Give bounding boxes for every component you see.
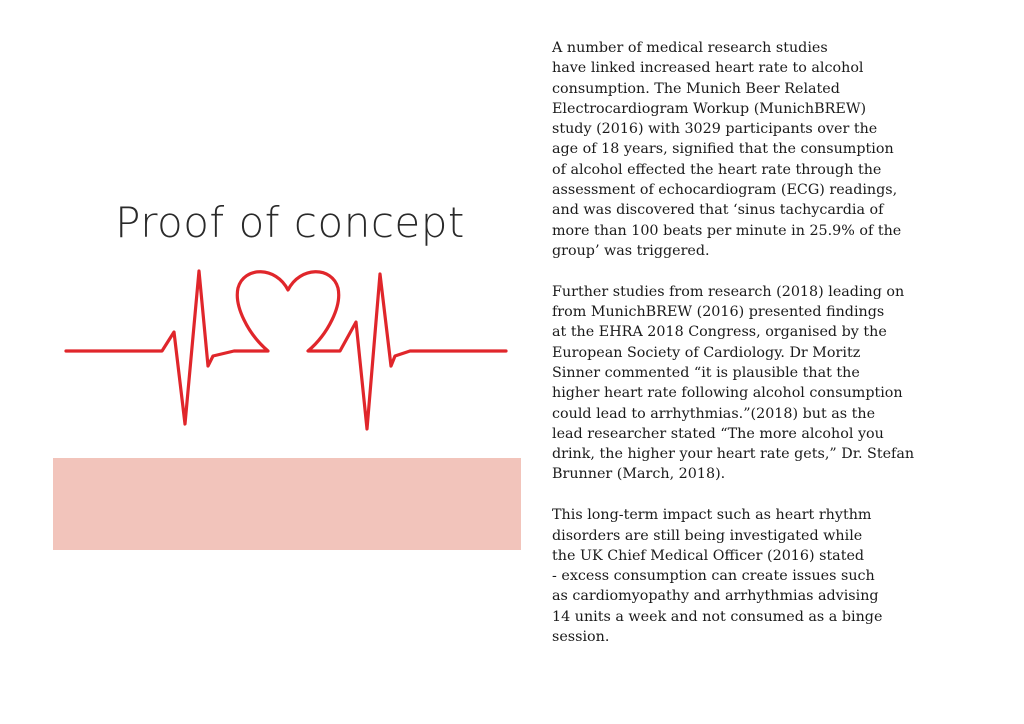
text-line: drink, the higher your heart rate gets,” Dr. Stefan xyxy=(552,446,915,463)
text-line: of alcohol effected the heart rate through the xyxy=(552,161,882,178)
page-title: Proof of concept xyxy=(115,198,465,248)
text-line: Electrocardiogram Workup (MunichBREW) xyxy=(552,100,867,117)
text-line: Further studies from research (2018) leading on xyxy=(552,283,905,300)
paragraph-1 xyxy=(552,38,932,261)
text-line: This long-term impact such as heart rhythm xyxy=(552,507,872,524)
text-line: more than 100 beats per minute in 25.9% of the xyxy=(552,222,902,239)
highlight-rect xyxy=(53,458,521,550)
text-line: at the EHRA 2018 Congress, organised by the xyxy=(552,324,887,341)
text-line: have linked increased heart rate to alcohol xyxy=(552,60,864,77)
text-line: session. xyxy=(552,629,610,646)
text-line: 14 units a week and not consumed as a binge xyxy=(552,608,883,625)
text-line: age of 18 years, signified that the consumption xyxy=(552,141,894,158)
text-line: group’ was triggered. xyxy=(552,242,710,259)
text-line: from MunichBREW (2016) presented findings xyxy=(552,304,885,321)
body-text xyxy=(552,38,932,668)
text-line: as cardiomyopathy and arrhythmias advising xyxy=(552,588,879,605)
text-line: disorders are still being investigated while xyxy=(552,527,863,544)
highlight-block xyxy=(53,458,521,550)
text-line: Sinner commented “it is plausible that the xyxy=(552,364,860,381)
text-line: consumption. The Munich Beer Related xyxy=(552,80,840,97)
text-line: the UK Chief Medical Officer (2016) stated xyxy=(552,547,865,564)
text-line: Brunner (March, 2018). xyxy=(552,466,726,483)
paragraph-3 xyxy=(552,505,932,647)
ecg-heart-line xyxy=(66,271,506,429)
text-line: study (2016) with 3029 participants over the xyxy=(552,121,878,138)
text-line: assessment of echocardiogram (ECG) readings, xyxy=(552,182,898,199)
heartbeat-line-icon xyxy=(60,262,512,434)
text-line: A number of medical research studies xyxy=(552,40,828,56)
text-line: European Society of Cardiology. Dr Moritz xyxy=(552,344,861,361)
text-line: higher heart rate following alcohol consumption xyxy=(552,385,903,402)
text-line: - excess consumption can create issues such xyxy=(552,568,875,585)
text-line: could lead to arrhythmias.”(2018) but as the xyxy=(552,405,876,422)
text-line: and was discovered that ‘sinus tachycardia of xyxy=(552,202,884,219)
text-line: lead researcher stated “The more alcohol you xyxy=(552,425,884,442)
paragraph-2 xyxy=(552,282,932,485)
